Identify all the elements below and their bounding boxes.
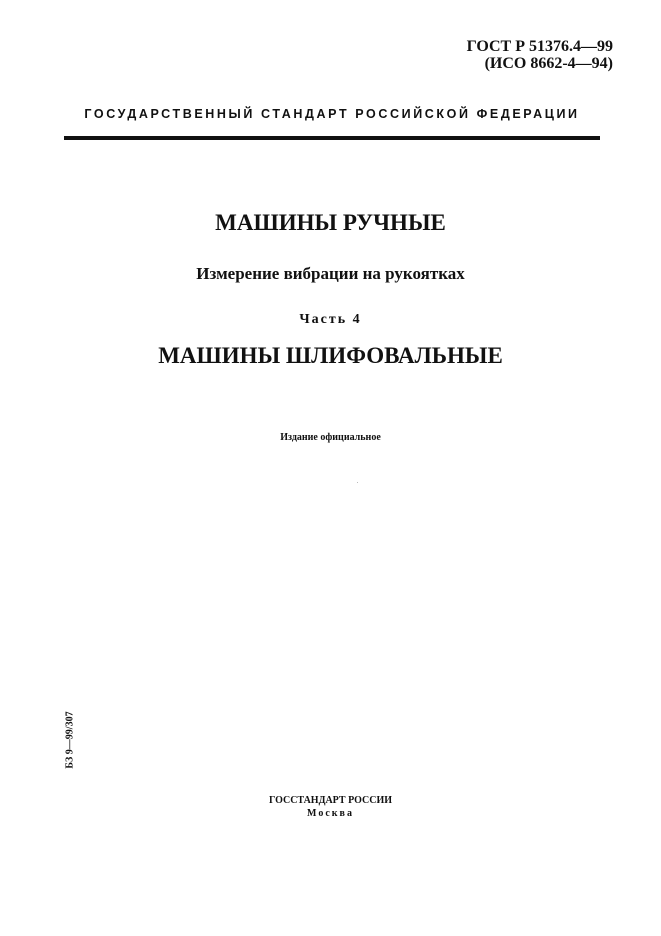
- publisher-city: Москва: [307, 808, 354, 819]
- header-divider: [64, 136, 600, 140]
- part-label: Часть 4: [299, 312, 362, 327]
- part-title: МАШИНЫ ШЛИФОВАЛЬНЫЕ: [158, 343, 503, 368]
- scan-speck: [357, 482, 358, 483]
- publisher-name: ГОССТАНДАРТ РОССИИ: [268, 795, 393, 806]
- main-title: МАШИНЫ РУЧНЫЕ: [215, 210, 446, 235]
- publisher-block: [0, 794, 661, 820]
- iso-code: (ИСО 8662-4—94): [484, 55, 613, 72]
- document-code-block: [467, 38, 613, 72]
- federation-standard-heading: ГОСУДАРСТВЕННЫЙ СТАНДАРТ РОССИЙСКОЙ ФЕДЕРАЦИИ: [84, 107, 580, 121]
- gost-code: ГОСТ Р 51376.4—99: [466, 38, 613, 55]
- edition-note: Издание официальное: [280, 432, 381, 443]
- subtitle: Измерение вибрации на рукоятках: [196, 264, 465, 283]
- side-registration-code: БЗ 9—99/307: [64, 711, 76, 769]
